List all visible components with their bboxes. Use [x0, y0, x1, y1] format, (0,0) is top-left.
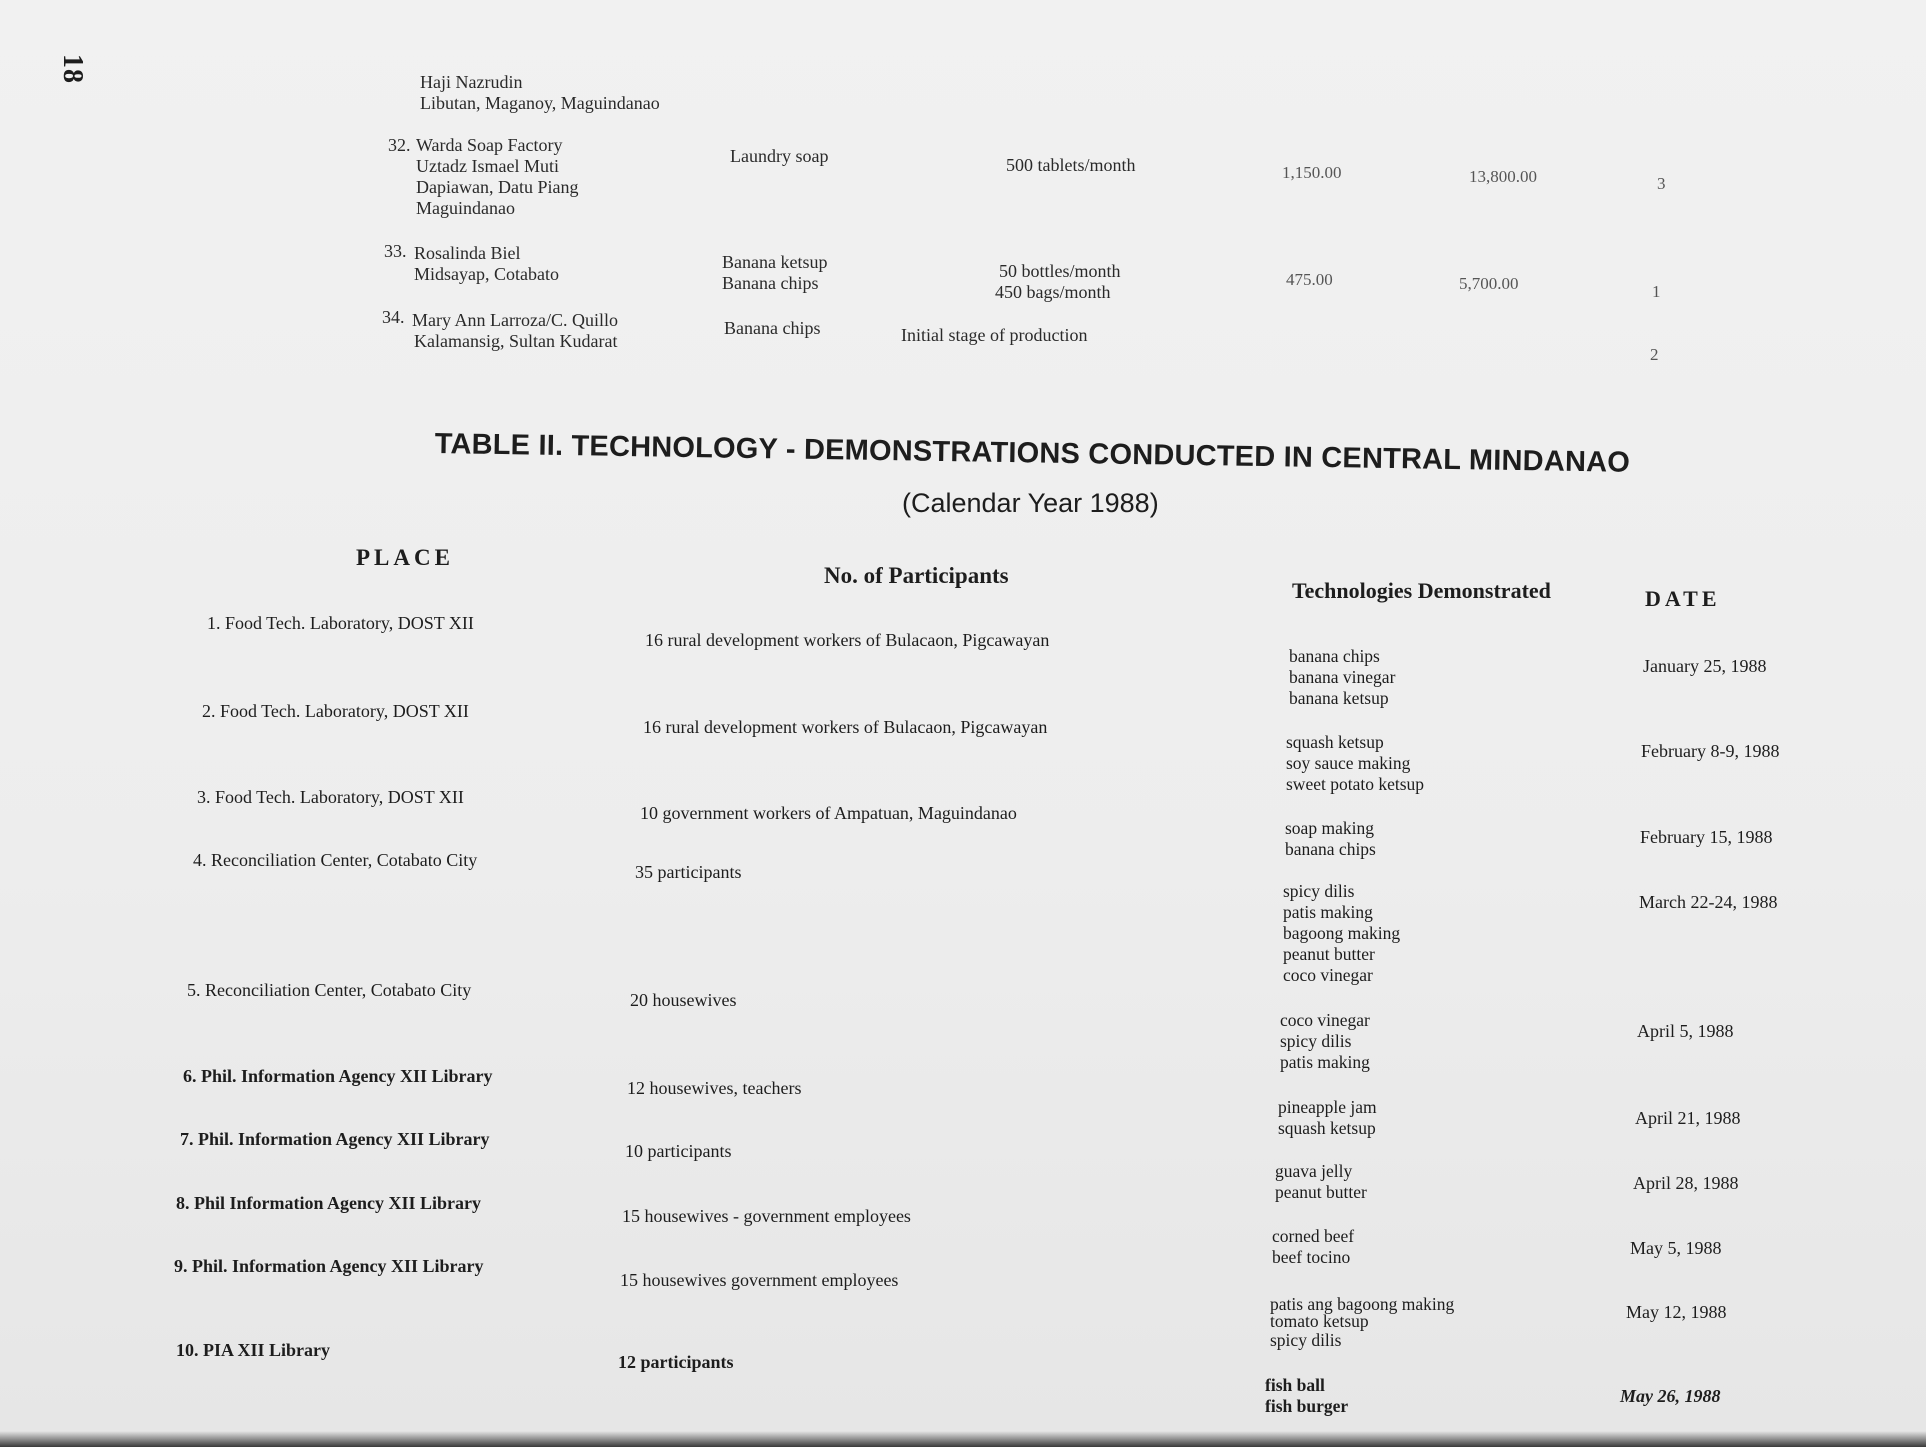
- top-row-value1: 475.00: [1286, 270, 1333, 289]
- technology-item: tomato ketsup: [1270, 1311, 1369, 1331]
- top-row-number: 32.: [388, 135, 411, 155]
- technology-item: peanut butter: [1283, 944, 1375, 964]
- row-place: 1. Food Tech. Laboratory, DOST XII: [207, 613, 474, 633]
- technology-item: fish burger: [1265, 1396, 1349, 1416]
- top-row-place: [414, 243, 559, 285]
- top-row-number: 34.: [382, 307, 405, 327]
- row-date: February 15, 1988: [1640, 827, 1773, 847]
- top-row-capacity: [985, 261, 1121, 303]
- technology-item: banana chips: [1289, 646, 1380, 666]
- top-row-count: 1: [1652, 282, 1661, 301]
- row-place: 10. PIA XII Library: [176, 1340, 331, 1360]
- page-edge-shadow: [0, 1431, 1926, 1447]
- capacity-line: 50 bottles/month: [999, 261, 1121, 281]
- row-technologies: [1265, 1375, 1348, 1417]
- product-line: Banana ketsup: [722, 252, 828, 272]
- technology-item: coco vinegar: [1280, 1010, 1370, 1030]
- row-participants: 16 rural development workers of Bulacaon, Pigcawayan: [645, 630, 1050, 650]
- row-technologies: [1289, 646, 1395, 709]
- row-place: 5. Reconciliation Center, Cotabato City: [187, 980, 472, 1000]
- technology-item: spicy dilis: [1280, 1031, 1352, 1051]
- row-technologies: [1275, 1161, 1367, 1203]
- row-participants: 12 participants: [618, 1352, 734, 1372]
- top-row-capacity: Initial stage of production: [901, 325, 1088, 345]
- technology-item: guava jelly: [1275, 1161, 1353, 1181]
- technology-item: patis making: [1280, 1052, 1370, 1072]
- technology-item: banana chips: [1285, 839, 1376, 859]
- row-participants: 16 rural development workers of Bulacaon, Pigcawayan: [643, 717, 1048, 737]
- technology-item: patis ang bagoong making: [1270, 1294, 1455, 1314]
- place-line: Mary Ann Larroza/C. Quillo: [412, 310, 618, 330]
- top-row-product: Banana chips: [724, 318, 821, 338]
- row-technologies: [1270, 1294, 1454, 1351]
- row-technologies: [1272, 1226, 1354, 1268]
- row-place: 7. Phil. Information Agency XII Library: [180, 1129, 490, 1149]
- technology-item: corned beef: [1272, 1226, 1355, 1246]
- row-date: April 28, 1988: [1633, 1173, 1739, 1193]
- top-row-count: 3: [1657, 174, 1666, 193]
- row-place: 3. Food Tech. Laboratory, DOST XII: [197, 787, 464, 807]
- technology-item: spicy dilis: [1283, 881, 1355, 901]
- technology-item: pineapple jam: [1278, 1097, 1377, 1117]
- top-row-place: [412, 310, 618, 352]
- top-row-place: [420, 72, 660, 114]
- top-row-value1: 1,150.00: [1282, 163, 1342, 182]
- place-line: Warda Soap Factory: [416, 135, 563, 155]
- row-date: February 8-9, 1988: [1641, 741, 1780, 761]
- row-date: May 26, 1988: [1620, 1386, 1721, 1406]
- technology-item: sweet potato ketsup: [1286, 774, 1425, 794]
- column-header-technologies: Technologies Demonstrated: [1292, 578, 1551, 603]
- technology-item: peanut butter: [1275, 1182, 1367, 1202]
- technology-item: banana ketsup: [1289, 688, 1389, 708]
- row-date: January 25, 1988: [1643, 656, 1767, 676]
- top-row-value2: 13,800.00: [1469, 167, 1537, 186]
- table-subtitle: (Calendar Year 1988): [902, 488, 1159, 518]
- row-technologies: [1278, 1097, 1377, 1139]
- technology-item: fish ball: [1265, 1375, 1325, 1395]
- row-participants: 10 participants: [625, 1141, 732, 1161]
- top-row-capacity: 500 tablets/month: [1006, 155, 1136, 175]
- technology-item: squash ketsup: [1278, 1118, 1376, 1138]
- row-date: April 5, 1988: [1637, 1021, 1734, 1041]
- row-date: March 22-24, 1988: [1639, 892, 1778, 912]
- place-line: Uztadz Ismael Muti: [416, 156, 559, 176]
- top-row-place: [416, 135, 578, 219]
- row-date: May 12, 1988: [1626, 1302, 1727, 1322]
- row-participants: 10 government workers of Ampatuan, Maguindanao: [640, 803, 1017, 823]
- row-technologies: [1283, 881, 1400, 986]
- top-row-product: Laundry soap: [730, 146, 829, 166]
- table-title: TABLE II. TECHNOLOGY - DEMONSTRATIONS CONDUCTED IN CENTRAL MINDANAO: [434, 428, 1631, 479]
- row-technologies: [1286, 732, 1424, 795]
- row-place: 8. Phil Information Agency XII Library: [176, 1193, 482, 1213]
- row-date: April 21, 1988: [1635, 1108, 1741, 1128]
- technology-item: bagoong making: [1283, 923, 1401, 943]
- technology-item: soap making: [1285, 818, 1374, 838]
- row-participants: 15 housewives government employees: [620, 1270, 899, 1290]
- row-participants: 15 housewives - government employees: [622, 1206, 911, 1226]
- place-line: Libutan, Maganoy, Maguindanao: [420, 93, 660, 113]
- technology-item: coco vinegar: [1283, 965, 1373, 985]
- column-header-participants: No. of Participants: [824, 563, 1009, 588]
- row-technologies: [1285, 818, 1376, 860]
- product-line: Banana chips: [722, 273, 819, 293]
- row-place: 4. Reconciliation Center, Cotabato City: [193, 850, 478, 870]
- column-header-place: PLACE: [356, 545, 454, 570]
- place-line: Kalamansig, Sultan Kudarat: [414, 331, 618, 351]
- capacity-line: 450 bags/month: [995, 282, 1111, 302]
- row-technologies: [1280, 1010, 1370, 1073]
- top-row-product: [722, 252, 827, 294]
- row-place: 2. Food Tech. Laboratory, DOST XII: [202, 701, 469, 721]
- technology-item: banana vinegar: [1289, 667, 1396, 687]
- technology-item: beef tocino: [1272, 1247, 1351, 1267]
- technology-item: squash ketsup: [1286, 732, 1384, 752]
- row-participants: 35 participants: [635, 862, 742, 882]
- place-line: Midsayap, Cotabato: [414, 264, 559, 284]
- place-line: Maguindanao: [416, 198, 515, 218]
- page-number: 18: [57, 54, 88, 84]
- top-row-value2: 5,700.00: [1459, 274, 1519, 293]
- top-row-count: 2: [1650, 345, 1659, 364]
- place-line: Rosalinda Biel: [414, 243, 521, 263]
- top-row-number: 33.: [384, 241, 407, 261]
- place-line: Haji Nazrudin: [420, 72, 523, 92]
- row-place: 6. Phil. Information Agency XII Library: [183, 1066, 493, 1086]
- row-date: May 5, 1988: [1630, 1238, 1722, 1258]
- row-place: 9. Phil. Information Agency XII Library: [174, 1256, 484, 1276]
- column-header-date: DATE: [1645, 586, 1721, 611]
- row-participants: 12 housewives, teachers: [627, 1078, 802, 1098]
- technology-item: patis making: [1283, 902, 1373, 922]
- technology-item: spicy dilis: [1270, 1330, 1342, 1350]
- technology-item: soy sauce making: [1286, 753, 1411, 773]
- row-participants: 20 housewives: [630, 990, 737, 1010]
- place-line: Dapiawan, Datu Piang: [416, 177, 579, 197]
